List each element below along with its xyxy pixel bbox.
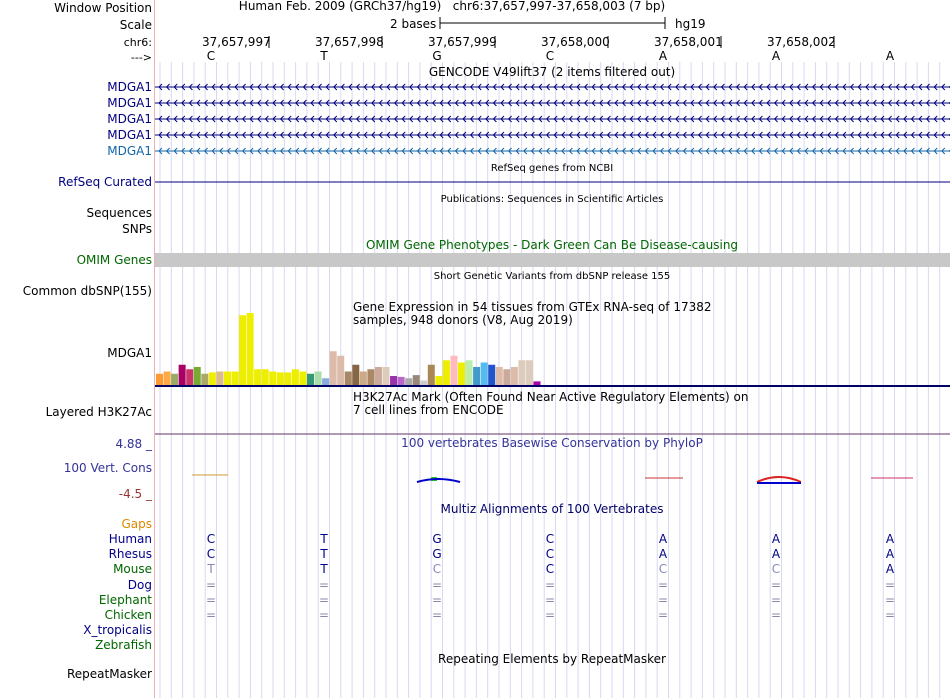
assembly-name: Human Feb. 2009 (GRCh37/hg19)	[238, 0, 442, 13]
dbsnp-track-label[interactable]: Common dbSNP(155)	[22, 284, 152, 298]
gtex-tissue-bar	[269, 372, 276, 386]
publications-track-title[interactable]: Publications: Sequences in Scientific Articles	[440, 194, 664, 205]
gtex-tissue-bar	[481, 363, 488, 386]
gtex-tissue-bar	[216, 372, 223, 386]
repeatmasker-track-title[interactable]: Repeating Elements by RepeatMasker	[438, 652, 666, 666]
gtex-tissue-bar	[156, 374, 163, 385]
species-label[interactable]: Chicken	[104, 608, 152, 622]
gtex-tissue-bar	[322, 378, 329, 385]
alignment-base: A	[885, 532, 895, 546]
species-label[interactable]: Elephant	[98, 592, 152, 607]
gtex-tissue-bar	[164, 372, 171, 386]
gtex-tissue-bar	[262, 369, 269, 385]
gtex-tissue-bar	[179, 365, 186, 385]
alignment-base: =	[657, 608, 669, 622]
coordinate-label: 37,658,002	[767, 35, 836, 49]
alignment-base: =	[770, 577, 782, 592]
gtex-tissue-bar	[383, 367, 390, 385]
gtex-tissue-bar	[428, 365, 435, 385]
gtex-tissue-bar	[420, 381, 427, 386]
gtex-tissue-bar	[186, 369, 193, 385]
gtex-tissue-bar	[337, 356, 344, 385]
alignment-base: =	[884, 592, 896, 607]
h3k27ac-track-label[interactable]: Layered H3K27Ac	[45, 405, 152, 419]
gtex-tissue-bar	[299, 372, 306, 386]
gtex-tissue-bar	[284, 372, 291, 385]
alignment-base: A	[885, 547, 895, 562]
gaps-label: Gaps	[121, 517, 152, 531]
alignment-base: A	[771, 532, 781, 546]
alignment-base: =	[318, 577, 330, 592]
species-label[interactable]: Human	[108, 532, 152, 546]
position-readout	[239, 0, 665, 13]
gtex-tissue-bar	[488, 365, 495, 385]
alignment-base: =	[544, 577, 556, 592]
alignment-base: =	[544, 608, 556, 622]
alignment-base: =	[884, 577, 896, 592]
gtex-tissue-bar	[526, 360, 533, 385]
gtex-tissue-bar	[360, 372, 367, 386]
alignment-base: =	[205, 577, 217, 592]
gtex-tissue-bar	[292, 369, 299, 385]
gencode-gene-label[interactable]: MDGA1	[107, 96, 152, 110]
gtex-tissue-bar	[405, 378, 412, 385]
gtex-tissue-bar	[435, 376, 442, 385]
db-name: hg19	[675, 17, 706, 31]
gtex-tissue-bar	[367, 369, 374, 385]
alignment-base: =	[431, 592, 443, 607]
gtex-tissue-bar	[413, 375, 420, 385]
alignment-base: C	[545, 547, 555, 562]
gtex-tissue-bar	[201, 374, 208, 385]
snps-track-label[interactable]: SNPs	[122, 222, 152, 236]
coordinate-label: 37,657,998	[315, 35, 384, 49]
gtex-tissue-bar	[224, 372, 231, 386]
alignment-base: =	[657, 592, 669, 607]
alignment-base: C	[206, 532, 216, 546]
sequences-track-label[interactable]: Sequences	[86, 206, 152, 220]
omim-track-title[interactable]: OMIM Gene Phenotypes - Dark Green Can Be Disease-causing	[365, 238, 739, 252]
species-label[interactable]: Rhesus	[108, 547, 152, 562]
strand-label: --->	[130, 51, 152, 64]
reference-base: A	[771, 49, 781, 63]
gtex-tissue-bar	[194, 367, 201, 385]
gtex-tissue-bar	[352, 365, 359, 385]
gtex-tissue-bar	[254, 369, 261, 385]
reference-base: G	[432, 49, 442, 63]
gencode-gene-label[interactable]: MDGA1	[107, 80, 152, 94]
gtex-tissue-bar	[518, 360, 525, 385]
alignment-base: =	[205, 592, 217, 607]
alignment-base: =	[318, 608, 330, 622]
gtex-tissue-bar	[345, 372, 352, 386]
alignment-base: T	[320, 532, 328, 546]
multiz-track-title[interactable]: Multiz Alignments of 100 Vertebrates	[440, 502, 664, 516]
reference-base: A	[658, 49, 668, 63]
gtex-tissue-bar	[330, 351, 337, 385]
omim-track-label[interactable]: OMIM Genes	[76, 253, 152, 267]
alignment-base: =	[318, 592, 330, 607]
phylop-min-label: -4.5 _	[118, 487, 152, 501]
alignment-base: =	[431, 577, 443, 592]
phylop-track-title[interactable]: 100 vertebrates Basewise Conservation by PhyloP	[401, 436, 703, 450]
alignment-base: T	[320, 547, 328, 562]
refseq-track-title[interactable]: RefSeq genes from NCBI	[490, 163, 614, 174]
coordinate-label: 37,658,000	[541, 35, 610, 49]
gtex-tissue-bar	[209, 372, 216, 385]
alignment-base: C	[658, 562, 668, 577]
repeatmasker-track-label[interactable]: RepeatMasker	[66, 667, 152, 681]
gencode-track-title[interactable]: GENCODE V49lift37 (2 items filtered out)	[428, 65, 676, 79]
alignment-base: A	[658, 547, 668, 562]
alignment-base: =	[657, 577, 669, 592]
reference-base: T	[320, 49, 328, 63]
species-label[interactable]: Mouse	[113, 562, 152, 577]
gencode-gene-label[interactable]: MDGA1	[107, 144, 152, 158]
alignment-base: G	[432, 547, 442, 562]
alignment-base: =	[884, 608, 896, 622]
alignment-base: =	[205, 608, 217, 622]
coordinate-label: 37,657,999	[428, 35, 497, 49]
gtex-tissue-bar	[534, 381, 541, 385]
gtex-tissue-bar	[503, 369, 510, 385]
alignment-base: C	[432, 562, 442, 577]
alignment-base: =	[544, 592, 556, 607]
refseq-track-label[interactable]: RefSeq Curated	[58, 175, 152, 189]
coordinate-label: 37,658,001	[654, 35, 723, 49]
gtex-tissue-bar	[307, 374, 314, 385]
alignment-base: =	[770, 592, 782, 607]
alignment-base: T	[320, 562, 328, 577]
alignment-base: A	[885, 562, 895, 577]
gencode-gene-label[interactable]: MDGA1	[107, 112, 152, 126]
gtex-tissue-bar	[375, 367, 382, 385]
gtex-tissue-bar	[315, 372, 322, 386]
gtex-tissue-bar	[473, 367, 480, 385]
alignment-base: C	[771, 562, 781, 577]
gtex-tissue-bar	[247, 313, 254, 385]
reference-base: C	[206, 49, 216, 63]
alignment-base: C	[206, 547, 216, 562]
alignment-base: A	[658, 532, 668, 546]
gencode-gene-label[interactable]: MDGA1	[107, 128, 152, 142]
gtex-tissue-bar	[171, 374, 178, 385]
phylop-track-label[interactable]: 100 Vert. Cons	[63, 461, 152, 475]
reference-base: C	[545, 49, 555, 63]
h3k27ac-track-title[interactable]: H3K27Ac Mark (Often Found Near Active Regulatory Elements) on 7 cell lines from ENCODE	[353, 390, 749, 417]
gtex-tissue-bar	[390, 376, 397, 385]
omim-band	[155, 253, 950, 267]
gtex-tissue-bar	[398, 377, 405, 385]
alignment-base: G	[432, 532, 442, 546]
chrom-label: chr6:	[123, 36, 152, 49]
scale-text: 2 bases	[390, 17, 437, 31]
phylop-score-mark	[757, 477, 801, 482]
coordinate-label: 37,657,997	[202, 35, 271, 49]
alignment-base: C	[545, 562, 555, 577]
alignment-base: A	[771, 547, 781, 562]
alignment-base: =	[770, 608, 782, 622]
gtex-track-title[interactable]: Gene Expression in 54 tissues from GTEx RNA-seq of 17382 samples, 948 donors (V8, Aug 2019)	[353, 300, 712, 327]
species-label[interactable]: Dog	[127, 577, 152, 592]
gtex-track-label[interactable]: MDGA1	[107, 346, 152, 360]
alignment-base: T	[207, 562, 215, 577]
gtex-tissue-bar	[239, 315, 246, 385]
gtex-tissue-bar	[443, 360, 450, 385]
position-text: chr6:37,657,997-37,658,003 (7 bp)	[452, 0, 666, 13]
scale-label: Scale	[119, 18, 152, 32]
gtex-tissue-bar	[277, 372, 284, 385]
gtex-tissue-bar	[232, 372, 239, 386]
window-position-label: Window Position	[54, 1, 152, 15]
gtex-tissue-bar	[496, 367, 503, 385]
browser-image[interactable]	[155, 0, 950, 698]
species-label[interactable]: Zebrafish	[95, 638, 152, 653]
gtex-tissue-bar	[466, 360, 473, 385]
reference-base: A	[885, 49, 895, 63]
alignment-base: C	[545, 532, 555, 546]
gtex-tissue-bar	[511, 367, 518, 385]
species-label[interactable]: X_tropicalis	[83, 623, 152, 638]
alignment-base: =	[431, 608, 443, 622]
phylop-max-label: 4.88 _	[115, 437, 152, 451]
gtex-tissue-bar	[450, 356, 457, 385]
dbsnp-track-title[interactable]: Short Genetic Variants from dbSNP release 155	[433, 271, 671, 282]
gtex-tissue-bar	[458, 363, 465, 386]
